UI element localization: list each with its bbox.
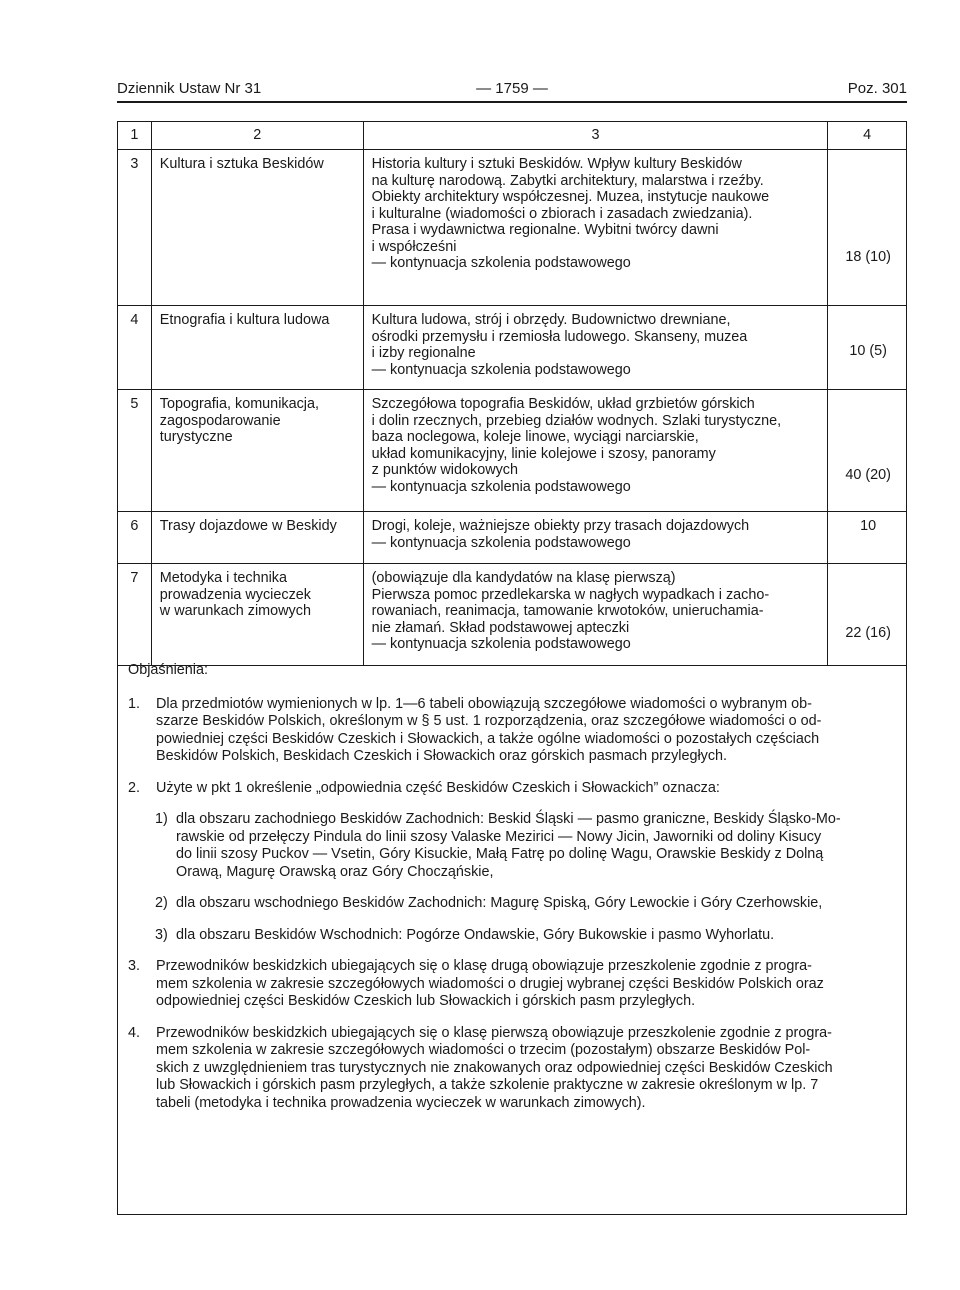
notes-list — [128, 696, 898, 1113]
note-line: szarze Beskidów Polskich, określonym w § 5 ust. 1 rozporządzenia, oraz szczegółowe wiadomości o od- — [156, 713, 822, 729]
hours-value: 22 (16) — [845, 624, 891, 641]
note-line: tabeli (metodyka i technika prowadzenia wycieczek w warunkach zimowych). — [156, 1094, 646, 1111]
row-number: 6 — [130, 518, 139, 534]
subject-cell — [151, 564, 363, 666]
subject-line: zagospodarowanie — [159, 412, 281, 429]
content-line: Pierwsza pomoc przedlekarska w nagłych wypadkach i zacho- — [371, 586, 770, 603]
page-number: — 1759 — — [476, 80, 548, 97]
note-subitem — [128, 811, 898, 881]
hours-cell — [828, 564, 906, 666]
content-cell — [363, 150, 828, 306]
row-number-cell — [118, 150, 151, 306]
column-header-3: 3 — [363, 122, 828, 150]
hours-cell — [828, 390, 906, 512]
hours-value: 18 (10) — [845, 248, 891, 265]
hours-value: 40 (20) — [845, 466, 891, 483]
content-line: Obiekty architektury współczesnej. Muzea, instytucje naukowe — [371, 189, 770, 205]
subject-line: Topografia, komunikacja, — [159, 396, 319, 412]
subject-cell — [151, 150, 363, 306]
note-line: odpowiedniej części Beskidów Czeskich lub Słowackich i górskich pasm przyległych. — [156, 993, 696, 1009]
note-line: Użyte w pkt 1 określenie „odpowiednia część Beskidów Czeskich i Słowackich” oznacza: — [156, 779, 720, 796]
subject-line: Trasy dojazdowe w Beskidy — [159, 518, 337, 534]
table-row — [118, 150, 906, 306]
row-number-cell — [118, 512, 151, 564]
note-line: lub Słowackich i górskich pasm przyległych, a także szkolenie praktyczne w zakresie określonym w lp. 7 — [156, 1077, 819, 1093]
journal-title: Dziennik Ustaw Nr 31 — [117, 80, 262, 97]
subitem-number: 3) — [155, 926, 168, 943]
table-row — [118, 306, 906, 390]
subject-cell — [151, 512, 363, 564]
curriculum-table — [118, 122, 906, 666]
table-row — [118, 564, 906, 666]
notes-section — [128, 662, 898, 1126]
content-line: rowaniach, reanimacja, tamowanie krwotoków, unieruchamia- — [371, 603, 764, 619]
hours-value: 10 — [860, 518, 877, 534]
content-cell — [363, 390, 828, 512]
note-item — [128, 696, 898, 766]
content-line: na kulturę narodową. Zabytki architektury, malarstwa i rzeźby. — [371, 172, 764, 189]
content-line: i dolin rzecznych, przebieg działów wodnych. Szlaki turystyczne, — [371, 412, 782, 429]
content-line: — kontynuacja szkolenia podstawowego — [371, 255, 631, 271]
subitem-line: dla obszaru wschodniego Beskidów Zachodnich: Magurę Spiską, Góry Lewockie i Góry Czerhowskie, — [176, 895, 823, 911]
note-number: 3. — [128, 958, 141, 974]
row-number: 7 — [130, 570, 139, 586]
content-line: (obowiązuje dla kandydatów na klasę pierwszą) — [371, 570, 676, 586]
subitem-line: rawskie od przełęczy Pindula do linii szosy Valaske Mezirici — Nowy Jicin, Jaworniki od doliny Kisucy — [176, 828, 822, 845]
note-number: 4. — [128, 1024, 141, 1041]
subitem-line: dla obszaru zachodniego Beskidów Zachodnich: Beskid Śląski — pasmo graniczne, Beskidy Śląsko-Mo- — [176, 811, 841, 827]
content-line: nie złamań. Skład podstawowej apteczki — [371, 619, 630, 636]
subject-line: Kultura i sztuka Beskidów — [159, 156, 324, 172]
subject-line: Metodyka i technika — [159, 570, 287, 586]
column-header-1: 1 — [118, 122, 151, 150]
content-line: Drogi, koleje, ważniejsze obiekty przy trasach dojazdowych — [371, 518, 750, 534]
subitem-number: 1) — [155, 811, 168, 827]
subject-line: prowadzenia wycieczek — [159, 586, 311, 603]
table-row — [118, 390, 906, 512]
table-body — [118, 150, 906, 666]
hours-value: 10 (5) — [849, 342, 887, 359]
subitem-number: 2) — [155, 895, 168, 911]
row-number-cell — [118, 390, 151, 512]
position-number: Poz. 301 — [847, 80, 907, 97]
note-line: Dla przedmiotów wymienionych w lp. 1—6 tabeli obowiązują szczegółowe wiadomości o wybranym ob- — [156, 695, 812, 712]
subitem-line: dla obszaru Beskidów Wschodnich: Pogórze Ondawskie, Góry Bukowskie i pasmo Wyhorlatu. — [176, 926, 775, 943]
content-cell — [363, 306, 828, 390]
content-cell — [363, 512, 828, 564]
hours-cell — [828, 512, 906, 564]
content-line: baza noclegowa, koleje linowe, wyciągi narciarskie, — [371, 429, 699, 445]
header-rule — [117, 101, 907, 103]
document-frame — [117, 121, 907, 1215]
content-line: ośrodki przemysłu i rzemiosła ludowego. Skanseny, muzea — [371, 328, 748, 345]
note-line: mem szkolenia w zakresie szczegółowych wiadomości o drugiej wybranej części Beskidów Polskich oraz — [156, 975, 824, 992]
note-subitem — [128, 895, 898, 913]
note-line: Przewodników beskidzkich ubiegających się o klasę drugą obowiązuje przeszkolenie zgodnie z progra- — [156, 958, 812, 974]
content-line: i izby regionalne — [371, 345, 476, 361]
row-number-cell — [118, 306, 151, 390]
subject-line: Etnografia i kultura ludowa — [159, 312, 330, 328]
subitem-line: do linii szosy Puckov — Vsetin, Góry Kisuckie, Małą Fatrę po dolinę Wagu, Orawskie Beskidy z Dolną — [176, 846, 824, 862]
note-number: 1. — [128, 695, 141, 712]
content-line: — kontynuacja szkolenia podstawowego — [371, 478, 631, 495]
content-line: i kulturalne (wiadomości o zbiorach i zasadach zwiedzania). — [371, 205, 753, 222]
subject-line: w warunkach zimowych — [159, 603, 311, 619]
subject-cell — [151, 390, 363, 512]
content-line: — kontynuacja szkolenia podstawowego — [371, 636, 631, 652]
note-number: 2. — [128, 779, 141, 796]
hours-cell — [828, 306, 906, 390]
notes-title: Objaśnienia: — [128, 662, 208, 678]
note-line: mem szkolenia w zakresie szczegółowych wiadomości o trzecim (pozostałym) obszarze Beskidów Pol- — [156, 1042, 811, 1058]
row-number: 5 — [130, 396, 139, 412]
content-line: — kontynuacja szkolenia podstawowego — [371, 534, 631, 551]
content-line: Kultura ludowa, strój i obrzędy. Budownictwo drewniane, — [371, 312, 731, 328]
row-number-cell — [118, 564, 151, 666]
subitem-line: Orawą, Magurę Orawską oraz Góry Chocząńskie, — [176, 863, 494, 880]
table-header-row — [118, 122, 906, 150]
content-cell — [363, 564, 828, 666]
content-line: Szczegółowa topografia Beskidów, układ grzbietów górskich — [371, 396, 755, 412]
subject-cell — [151, 306, 363, 390]
row-number: 4 — [130, 312, 139, 328]
column-header-4: 4 — [828, 122, 906, 150]
page-header — [117, 80, 907, 102]
subject-line: turystyczne — [159, 429, 233, 445]
hours-cell — [828, 150, 906, 306]
content-line: Prasa i wydawnictwa regionalne. Wybitni twórcy dawni — [371, 222, 719, 238]
note-line: Beskidów Polskich, Beskidach Czeskich i Słowackich oraz górskich pasmach przyległych. — [156, 748, 728, 764]
note-item — [128, 780, 898, 798]
note-item — [128, 1025, 898, 1113]
note-subitem — [128, 927, 898, 945]
note-line: Przewodników beskidzkich ubiegających się o klasę pierwszą obowiązuje przeszkolenie zgodnie z progra- — [156, 1024, 832, 1041]
note-item — [128, 958, 898, 1011]
content-line: — kontynuacja szkolenia podstawowego — [371, 361, 631, 378]
table-row — [118, 512, 906, 564]
column-header-2: 2 — [151, 122, 363, 150]
content-line: układ komunikacyjny, linie kolejowe i szosy, panoramy — [371, 445, 716, 462]
note-line: skich z uwzględnieniem tras turystycznych nie znakowanych oraz odpowiedniej części Beskidów Czeskich — [156, 1059, 833, 1076]
content-line: i współcześni — [371, 238, 457, 255]
content-line: Historia kultury i sztuki Beskidów. Wpływ kultury Beskidów — [371, 156, 742, 172]
content-line: z punktów widokowych — [371, 462, 518, 478]
note-line: powiedniej części Beskidów Czeskich i Słowackich, a także ogólne wiadomości o pozostałych częściach — [156, 730, 820, 747]
row-number: 3 — [130, 156, 139, 172]
